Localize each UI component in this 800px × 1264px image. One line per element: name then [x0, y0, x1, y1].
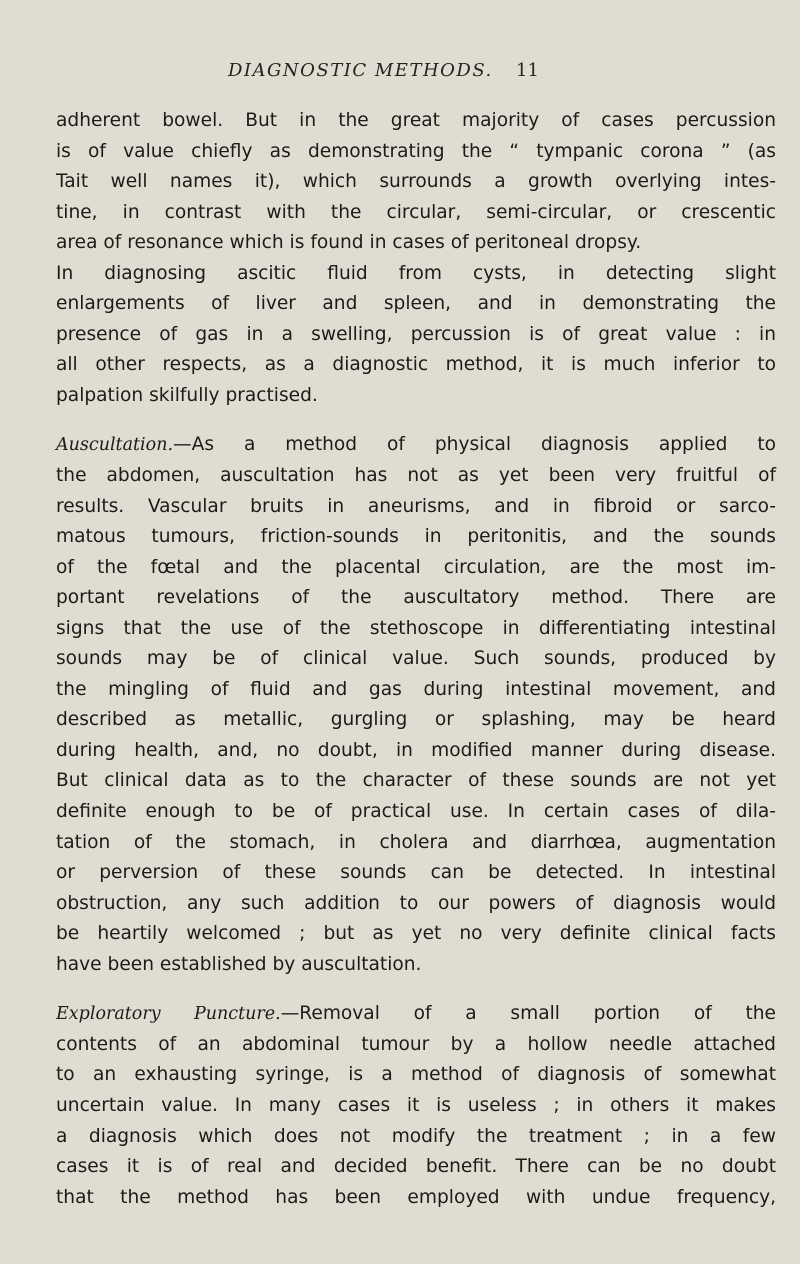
text-line: be heartily welcomed ; but as yet no very definite clinical facts [56, 923, 776, 945]
text-line: sounds may be of clinical value. Such sounds, produced by [56, 648, 776, 670]
text-line: the abdomen, auscultation has not as yet been very fruitful of [56, 465, 776, 487]
text-line: matous tumours, friction-sounds in peritonitis, and the sounds [56, 526, 776, 548]
running-head-title: DIAGNOSTIC METHODS. [228, 60, 493, 81]
paragraph-auscultation [56, 430, 776, 980]
text-line: contents of an abdominal tumour by a hollow needle attached [56, 1033, 776, 1055]
text-line: a diagnosis which does not modify the treatment ; in a few [56, 1125, 776, 1147]
section-heading-auscultation: Auscultation. [56, 435, 174, 456]
running-head [0, 60, 800, 90]
heading-continuation: —As a method of physical diagnosis applied to [173, 434, 776, 456]
heading-continuation: —Removal of a small portion of the [280, 1003, 776, 1025]
text-line: palpation skilfully practised. [56, 384, 318, 406]
text-line: definite enough to be of practical use. In certain cases of dila- [56, 801, 776, 823]
text-line: presence of gas in a swelling, percussion is of great value : in [56, 323, 776, 345]
text-line: the mingling of fluid and gas during intestinal movement, and [56, 678, 776, 700]
text-line: all other respects, as a diagnostic method, it is much inferior to [56, 354, 776, 376]
text-line: during health, and, no doubt, in modified manner during disease. [56, 739, 776, 761]
text-line: area of resonance which is found in cases of peritoneal dropsy. [56, 232, 642, 254]
text-line: tation of the stomach, in cholera and diarrhœa, augmentation [56, 831, 776, 853]
text-line: enlargements of liver and spleen, and in demonstrating the [56, 293, 776, 315]
text-line: results. Vascular bruits in aneurisms, and in fibroid or sarco- [56, 495, 776, 517]
body-text [56, 106, 776, 1213]
paragraph-percussion [56, 106, 776, 411]
text-line: uncertain value. In many cases it is useless ; in others it makes [56, 1094, 776, 1116]
text-line: obstruction, any such addition to our powers of diagnosis would [56, 892, 776, 914]
text-line: Tait well names it), which surrounds a growth overlying intes- [56, 171, 776, 193]
text-line: to an exhausting syringe, is a method of diagnosis of somewhat [56, 1064, 776, 1086]
text-line: have been established by auscultation. [56, 953, 422, 975]
text-line: tine, in contrast with the circular, semi-circular, or crescentic [56, 201, 776, 223]
text-line: adherent bowel. But in the great majority of cases percussion [56, 110, 776, 131]
text-line: described as metallic, gurgling or splashing, may be heard [56, 709, 776, 731]
text-line: cases it is of real and decided benefit. There can be no doubt [56, 1156, 776, 1178]
text-line [56, 430, 776, 461]
text-line [56, 999, 776, 1030]
page-number: 11 [516, 60, 539, 81]
text-line: portant revelations of the auscultatory method. There are [56, 587, 776, 609]
text-line: signs that the use of the stethoscope in differentiating intestinal [56, 617, 776, 639]
text-line: of the fœtal and the placental circulation, are the most im- [56, 556, 776, 578]
text-line: or perversion of these sounds can be detected. In intestinal [56, 862, 776, 884]
text-line: In diagnosing ascitic fluid from cysts, in detecting slight [56, 262, 776, 284]
text-line: But clinical data as to the character of these sounds are not yet [56, 770, 776, 792]
text-line: that the method has been employed with undue frequency, [56, 1186, 776, 1208]
section-heading-exploratory-puncture: Exploratory Puncture. [56, 1004, 281, 1025]
text-line: is of value chiefly as demonstrating the “ tympanic corona ” (as [56, 140, 776, 162]
paragraph-exploratory-puncture [56, 999, 776, 1213]
